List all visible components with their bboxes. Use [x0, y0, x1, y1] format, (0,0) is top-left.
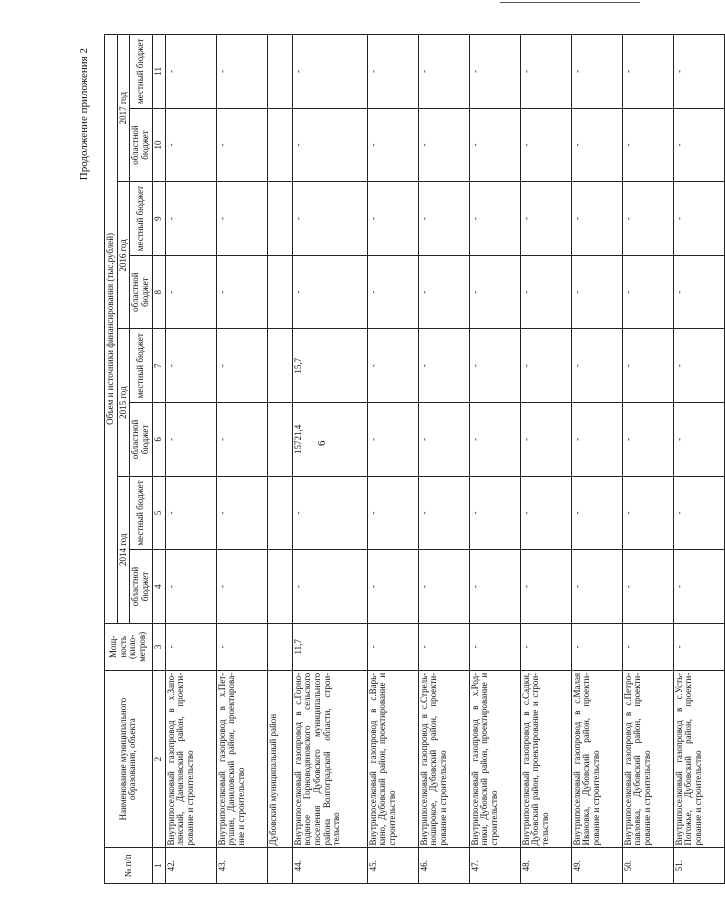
value-cell: -	[292, 550, 367, 624]
value-cell: -	[292, 182, 367, 256]
value-cell: -	[165, 329, 216, 403]
value-cell: -	[418, 329, 469, 403]
value-cell: -	[216, 476, 267, 550]
section-title: Дубовский муниципальный район	[267, 670, 292, 848]
row-number: 45.	[367, 848, 418, 884]
page-number: 6	[316, 440, 328, 446]
column-number: 8	[152, 255, 165, 329]
table-row	[292, 35, 367, 884]
value-cell: -	[520, 108, 571, 182]
column-number: 3	[152, 623, 165, 670]
row-number: 48.	[520, 848, 571, 884]
capacity-value: -	[418, 623, 469, 670]
column-number: 11	[152, 35, 165, 109]
value-cell: -	[216, 403, 267, 477]
value-cell: -	[292, 108, 367, 182]
header-year: 2015 год	[117, 329, 130, 476]
top-rule	[500, 2, 640, 3]
capacity-value: -	[367, 623, 418, 670]
value-cell: -	[622, 255, 673, 329]
value-cell: -	[469, 476, 520, 550]
table-row	[673, 35, 724, 884]
value-cell: 15,7	[292, 329, 367, 403]
object-name: Внутрипоселковый газопровод в с.Горно- водяное Горноводяновского сельского поселения Дубовского муниципального района Волгоградской области, строи- тельство	[292, 670, 367, 848]
value-cell: -	[520, 329, 571, 403]
capacity-value: -	[673, 623, 724, 670]
row-number: 42.	[165, 848, 216, 884]
row-number: 43.	[216, 848, 267, 884]
value-cell: -	[216, 35, 267, 109]
value-cell: -	[520, 255, 571, 329]
table-row	[520, 35, 571, 884]
object-name: Внутрипоселковый газопровод в с.Малая Ивановка, Дубовский район, проекти- рование и строительство	[571, 670, 622, 848]
value-cell: -	[165, 476, 216, 550]
value-cell: -	[165, 108, 216, 182]
value-cell: -	[469, 329, 520, 403]
object-name: Внутрипоселковый газопровод в с.Стрель- ноширокое, Дубовский район, проекти- рование и строительство	[418, 670, 469, 848]
column-number: 9	[152, 182, 165, 256]
column-number: 5	[152, 476, 165, 550]
value-cell: -	[292, 476, 367, 550]
value-cell: -	[571, 35, 622, 109]
value-cell: -	[165, 550, 216, 624]
header-regional: областной бюджет	[130, 255, 152, 329]
value-cell: -	[165, 255, 216, 329]
value-cell: 15721,4	[292, 403, 367, 477]
value-cell: -	[469, 403, 520, 477]
header-regional: областной бюджет	[130, 550, 152, 624]
column-number: 2	[152, 670, 165, 848]
row-number: 49.	[571, 848, 622, 884]
value-cell: -	[520, 550, 571, 624]
column-number: 10	[152, 108, 165, 182]
header-year: 2014 год	[117, 476, 130, 623]
value-cell: -	[673, 403, 724, 477]
value-cell: -	[622, 550, 673, 624]
header-regional: областной бюджет	[130, 108, 152, 182]
column-number: 7	[152, 329, 165, 403]
value-cell: -	[571, 550, 622, 624]
value-cell: -	[673, 35, 724, 109]
section-row	[267, 35, 292, 884]
table-row	[469, 35, 520, 884]
table-row	[216, 35, 267, 884]
table-row	[165, 35, 216, 884]
column-number: 1	[152, 848, 165, 884]
header-local: местный бюджет	[130, 182, 152, 256]
value-cell: -	[367, 329, 418, 403]
header-year: 2017 год	[117, 35, 130, 182]
value-cell: -	[469, 108, 520, 182]
value-cell: -	[673, 550, 724, 624]
header-local: местный бюджет	[130, 35, 152, 109]
value-cell: -	[571, 255, 622, 329]
value-cell: -	[673, 476, 724, 550]
financing-table	[104, 34, 725, 884]
header-local: местный бюджет	[130, 476, 152, 550]
object-name: Внутрипоселковый газопровод в с.Петро- павловка, Дубовский район, проекти- рование и строительство	[622, 670, 673, 848]
rotated-table-sheet	[78, 34, 704, 884]
value-cell: -	[622, 329, 673, 403]
header-year: 2016 год	[117, 182, 130, 329]
value-cell: -	[520, 403, 571, 477]
value-cell: -	[571, 403, 622, 477]
capacity-value: -	[165, 623, 216, 670]
capacity-value: -	[571, 623, 622, 670]
value-cell: -	[673, 182, 724, 256]
value-cell: -	[622, 108, 673, 182]
header-regional: областной бюджет	[130, 403, 152, 477]
table-row	[571, 35, 622, 884]
header-local: местный бюджет	[130, 329, 152, 403]
value-cell: -	[216, 255, 267, 329]
value-cell: -	[673, 108, 724, 182]
value-cell: -	[418, 403, 469, 477]
value-cell: -	[418, 255, 469, 329]
value-cell: -	[418, 550, 469, 624]
value-cell: -	[367, 255, 418, 329]
value-cell: -	[622, 182, 673, 256]
value-cell: -	[367, 35, 418, 109]
header-name: Наименование муниципального образования, объекта	[105, 670, 153, 848]
row-number: 51.	[673, 848, 724, 884]
value-cell: -	[292, 35, 367, 109]
value-cell: -	[216, 108, 267, 182]
table-row	[418, 35, 469, 884]
object-name: Внутрипоселковый газопровод в х.Род- ники, Дубовский район, проектирование и строительство	[469, 670, 520, 848]
row-number: 50.	[622, 848, 673, 884]
column-number: 6	[152, 403, 165, 477]
value-cell: -	[418, 182, 469, 256]
value-cell: -	[418, 35, 469, 109]
value-cell: -	[165, 403, 216, 477]
table-row	[622, 35, 673, 884]
row-number: 46.	[418, 848, 469, 884]
value-cell: -	[469, 35, 520, 109]
object-name: Внутрипоселковый газопровод в х.Запо- лянский, Даниловский район, проекти- рование и строительство	[165, 670, 216, 848]
object-name: Внутрипоселковый газопровод в с.Варь- кино, Дубовский район, проектирование и строительство	[367, 670, 418, 848]
value-cell: -	[367, 476, 418, 550]
header-capacity: Мощ- ность (кило- метров)	[105, 623, 153, 670]
value-cell: -	[469, 182, 520, 256]
value-cell: -	[216, 182, 267, 256]
row-number: 47.	[469, 848, 520, 884]
value-cell: -	[367, 108, 418, 182]
value-cell: -	[165, 35, 216, 109]
object-name: Внутрипоселковый газопровод в с.Садки, Дубовский район, проектирование и строи- тельство	[520, 670, 571, 848]
value-cell: -	[418, 108, 469, 182]
value-cell: -	[673, 255, 724, 329]
value-cell: -	[622, 35, 673, 109]
value-cell: -	[469, 550, 520, 624]
capacity-value: -	[520, 623, 571, 670]
value-cell: -	[520, 182, 571, 256]
object-name: Внутрипоселковый газопровод в с.Усть- Погожье, Дубовский район, проекти- рование и строительство	[673, 670, 724, 848]
value-cell: -	[622, 476, 673, 550]
value-cell: -	[418, 476, 469, 550]
value-cell: -	[292, 255, 367, 329]
value-cell: -	[520, 35, 571, 109]
value-cell: -	[216, 550, 267, 624]
value-cell: -	[571, 182, 622, 256]
value-cell: -	[622, 403, 673, 477]
value-cell: -	[571, 476, 622, 550]
value-cell: -	[367, 550, 418, 624]
header-financing-group: Объем и источники финансирования (тыс.рублей)	[105, 35, 118, 624]
table-row	[367, 35, 418, 884]
capacity-value: -	[622, 623, 673, 670]
value-cell: -	[165, 182, 216, 256]
object-name: Внутрипоселковый газопровод в х.Пет- рушин, Даниловский район, проектирова- ние и строительство	[216, 670, 267, 848]
column-number: 4	[152, 550, 165, 624]
value-cell: -	[216, 329, 267, 403]
value-cell: -	[367, 182, 418, 256]
capacity-value: -	[469, 623, 520, 670]
value-cell: -	[520, 476, 571, 550]
value-cell: -	[367, 403, 418, 477]
capacity-value: 11,7	[292, 623, 367, 670]
capacity-value: -	[216, 623, 267, 670]
value-cell: -	[571, 108, 622, 182]
value-cell: -	[673, 329, 724, 403]
header-num: № п/п	[105, 848, 153, 884]
appendix-caption: Продолжение приложения 2	[78, 48, 90, 181]
row-number: 44.	[292, 848, 367, 884]
value-cell: -	[571, 329, 622, 403]
value-cell: -	[469, 255, 520, 329]
